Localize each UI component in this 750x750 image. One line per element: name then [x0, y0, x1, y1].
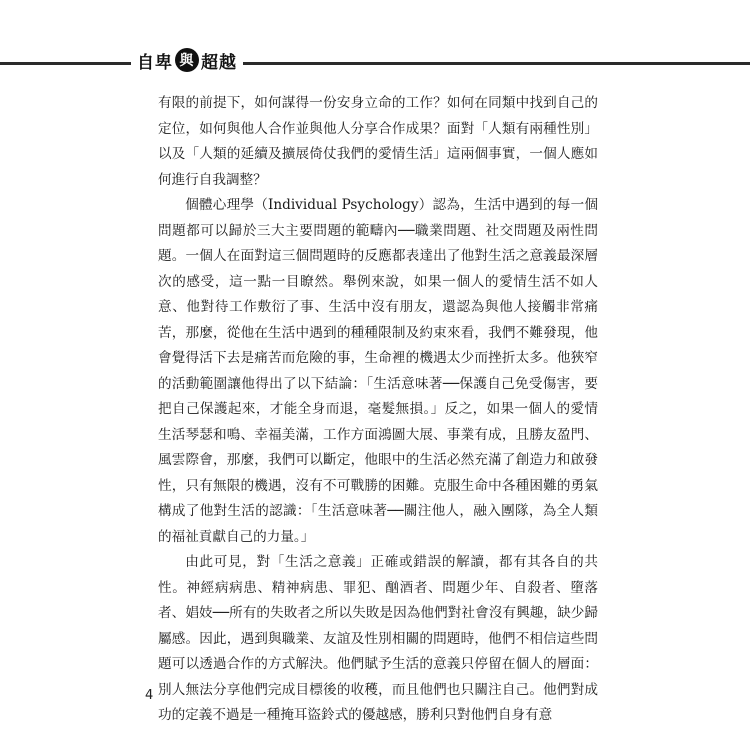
- header-rule: [0, 62, 750, 65]
- paragraph: 由此可見，對「生活之意義」正確或錯誤的解讀，都有其各自的共性。神經病病患、精神病患、罪犯、酗酒者、問題少年、自殺者、墮落者、娼妓──所有的失敗者之所以失敗是因為他們對社會沒有興趣，缺少歸屬感。因此，遇到與職業、友誼及性別相關的問題時，他們不相信這些問題可以透過合作的方式解決。他們賦予生活的意義只停留在個人的層面：別人無法分享他們完成目標後的收穫，而且他們也只關注自己。他們對成功的定義不過是一種掩耳盜鈴式的優越感，勝利只對他們自身有意: [158, 554, 598, 723]
- book-title: [131, 45, 243, 75]
- book-title-part2: 超越: [201, 52, 237, 73]
- page-number: 4: [145, 688, 154, 703]
- paragraph-continuation: 有限的前提下，如何謀得一份安身立命的工作？如何在同類中找到自己的定位，如何與他人合作並與他人分享合作成果？面對「人類有兩種性別」以及「人類的延續及擴展倚仗我們的愛情生活」這兩個事實，一個人應如何進行自我調整？: [158, 95, 598, 188]
- book-title-part1: 自卑: [137, 52, 173, 73]
- body-text: [158, 91, 598, 729]
- book-title-circle-char: 與: [175, 48, 199, 72]
- paragraph: 個體心理學（Individual Psychology）認為，生活中遇到的每一個問題都可以歸於三大主要問題的範疇內──職業問題、社交問題及兩性問題。一個人在面對這三個問題時的反應都表達出了他對生活之意義最深層次的感受，這一點一目瞭然。舉例來說，如果一個人的愛情生活不如人意、他對待工作敷衍了事、生活中沒有朋友，還認為與他人接觸非常痛苦，那麼，從他在生活中遇到的種種限制及約束來看，我們不難發現，他會覺得活下去是痛苦而危險的事，生命裡的機遇太少而挫折太多。他狹窄的活動範圍讓他得出了以下結論：「生活意味著──保護自己免受傷害，要把自己保護起來，才能全身而退，毫髮無損。」反之，如果一個人的愛情生活琴瑟和鳴、幸福美滿，工作方面鴻圖大展、事業有成，且勝友盈門、風雲際會，那麼，我們可以斷定，他眼中的生活必然充滿了創造力和啟發性，只有無限的機遇，沒有不可戰勝的困難。克服生命中各種困難的勇氣構成了他對生活的認識：「生活意味著──關注他人，融入團隊，為全人類的福祉貢獻自己的力量。」: [158, 197, 598, 545]
- running-header: [0, 45, 750, 75]
